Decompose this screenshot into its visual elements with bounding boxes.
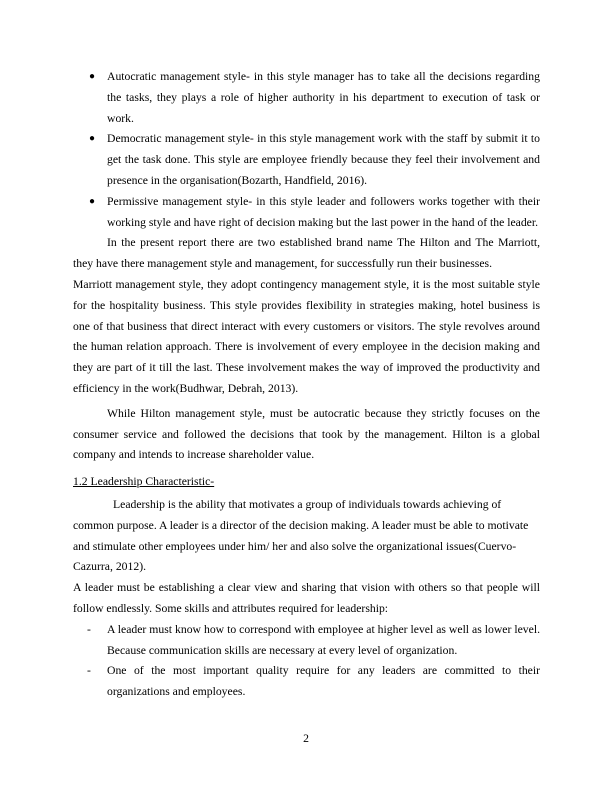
list-item [73,67,540,129]
leadership-skills-list [73,620,540,703]
list-item [73,620,540,662]
bullet-icon: ● [89,195,96,207]
document-page [73,67,540,703]
management-styles-list [73,67,540,233]
paragraph-leader-view: A leader must be establishing a clear view and sharing that vision with others so that people will follow endlessly. Some skills and attributes required for leadership: [73,581,540,615]
bullet-text: Permissive management style- in this style leader and followers works together with their working style and have right of decision making but the last power in the hand of the leader. [107,194,540,229]
paragraph-hilton: While Hilton management style, must be autocratic because they strictly focuses on the consumer service and followed the decisions that took by the management. Hilton is a global company and intends to increase shareholder value. [73,406,540,462]
dash-text: A leader must know how to correspond with employee at higher level as well as lower level. Because communication skills are necessary at every level of organization. [107,622,540,657]
dash-text: One of the most important quality require for any leaders are committed to their organizations and employees. [107,664,540,699]
paragraph-present-report: In the present report there are two established brand name The Hilton and The Marriott, they have there management style and management, for successfully run their businesses. [73,236,540,271]
page-number: 2 [303,732,309,745]
bullet-text: Autocratic management style- in this style manager has to take all the decisions regarding the tasks, they plays a role of higher authority in his department to execution of task or work. [107,70,540,125]
list-item [73,129,540,191]
dash-icon: - [87,664,91,678]
list-item [73,192,540,234]
list-item [73,661,540,703]
paragraph-marriott: Marriott management style, they adopt contingency management style, it is the most suitable style for the hospitality business. This style provides flexibility in strategies making, hotel business is one of that business that direct interact with every customers or visitors. The style revolves around the human relation approach. There is involvement of every employee in the decision making and they are part of it till the last. These involvement makes the way of improved the productivity and efficiency in the work(Budhwar, Debrah, 2013). [73,277,540,395]
bullet-icon: ● [89,71,96,82]
bullet-text: Democratic management style- in this style management work with the staff by submit it to get the task done. This style are employee friendly because they feel their involvement and presence in the organisation(Bozarth, Handfield, 2016). [107,132,540,187]
section-heading: 1.2 Leadership Characteristic- [73,475,215,489]
bullet-icon: ● [89,133,96,145]
dash-icon: - [87,622,91,636]
paragraph-leadership: Leadership is the ability that motivates a group of individuals towards achieving of common purpose. A leader is a director of the decision making. A leader must be able to motivate and stimulate other employees under him/ her and also solve the organizational issues(Cuervo-Cazurra, 2012). [73,497,529,574]
